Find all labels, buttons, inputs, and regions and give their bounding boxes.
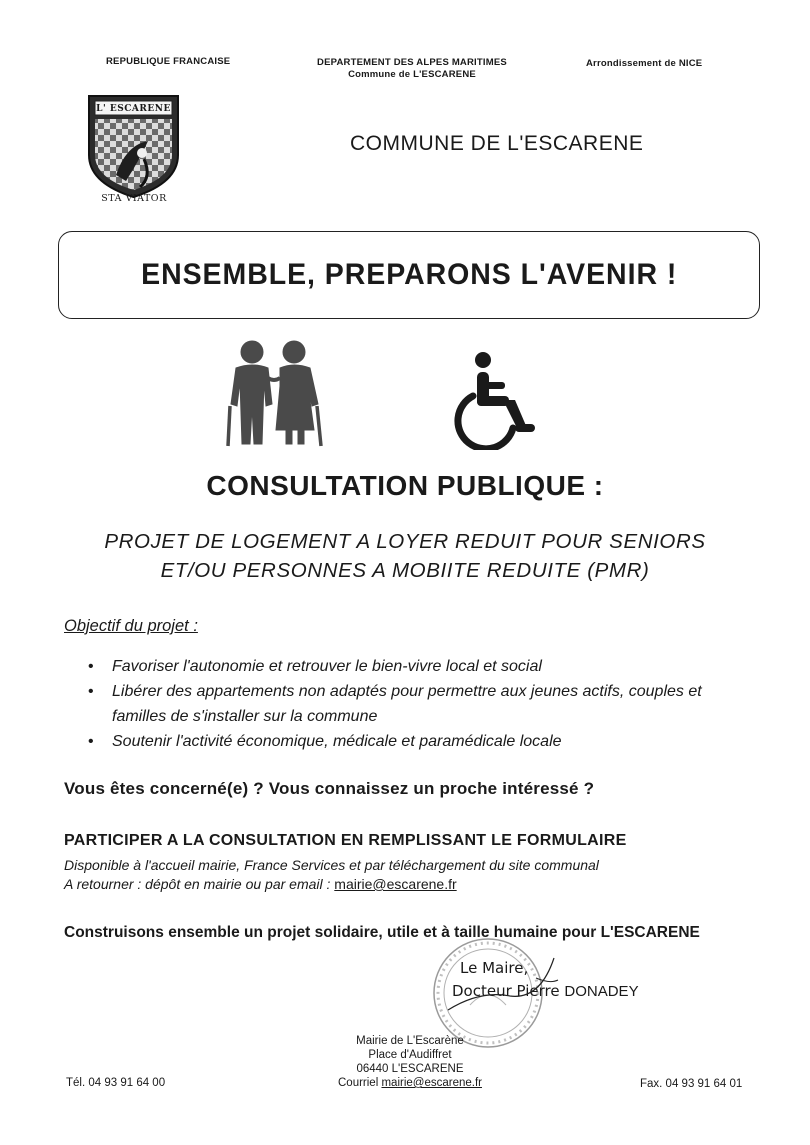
header-departement-line2: Commune de L'ESCARENE bbox=[348, 69, 476, 80]
participer-title: PARTICIPER A LA CONSULTATION EN REMPLISSANT LE FORMULAIRE bbox=[64, 832, 627, 849]
construisons-text: Construisons ensemble un projet solidaire, utile et à taille humaine pour L'ESCARENE bbox=[64, 924, 700, 941]
signature-scribble bbox=[440, 950, 560, 1020]
objectif-heading: Objectif du projet : bbox=[64, 617, 198, 635]
footer-fax: Fax. 04 93 91 64 01 bbox=[640, 1078, 743, 1090]
address-line3: 06440 L'ESCARENE bbox=[356, 1063, 464, 1075]
town-crest bbox=[86, 93, 182, 209]
participer-line2 bbox=[64, 875, 599, 894]
list-item: • Soutenir l'activité économique, médicale et paramédicale locale bbox=[88, 729, 748, 754]
project-title bbox=[0, 527, 810, 585]
signature-name: Docteur Pierre bbox=[452, 982, 560, 1000]
list-item: • Favoriser l'autonomie et retrouver le bien-vivre local et social bbox=[88, 654, 748, 679]
header-republique: REPUBLIQUE FRANCAISE bbox=[106, 56, 231, 67]
objectif-list bbox=[88, 654, 748, 754]
courriel-email-link[interactable]: mairie@escarene.fr bbox=[381, 1077, 482, 1089]
question-text: Vous êtes concerné(e) ? Vous connaissez un proche intéressé ? bbox=[64, 779, 595, 798]
participer-line1: Disponible à l'accueil mairie, France Services et par téléchargement du site communal bbox=[64, 857, 599, 873]
project-line1: PROJET DE LOGEMENT A LOYER REDUIT POUR SENIORS bbox=[104, 530, 706, 553]
participer-line2-prefix: A retourner : dépôt en mairie ou par email : bbox=[64, 876, 331, 892]
slogan-banner bbox=[58, 231, 760, 319]
signature-role: Le Maire, bbox=[460, 959, 529, 977]
footer-address bbox=[310, 1034, 510, 1090]
crest-motto: STA VIATOR bbox=[101, 193, 167, 204]
footer-tel: Tél. 04 93 91 64 00 bbox=[66, 1077, 166, 1089]
header-departement-line1: DEPARTEMENT DES ALPES MARITIMES bbox=[317, 57, 507, 68]
commune-title: COMMUNE DE L'ESCARENE bbox=[350, 132, 644, 155]
slogan-text: ENSEMBLE, PREPARONS L'AVENIR ! bbox=[140, 258, 678, 291]
consultation-title: CONSULTATION PUBLIQUE : bbox=[206, 470, 604, 501]
address-courriel bbox=[310, 1076, 510, 1090]
project-line2: ET/OU PERSONNES A MOBIITE REDUITE (PMR) bbox=[160, 559, 650, 582]
header-arrondissement: Arrondissement de NICE bbox=[586, 58, 703, 69]
wheelchair-icon bbox=[453, 350, 543, 450]
address-line2: Place d'Audiffret bbox=[368, 1049, 452, 1061]
participer-email-link[interactable]: mairie@escarene.fr bbox=[334, 876, 457, 892]
signature-surname: DONADEY bbox=[564, 983, 639, 1000]
courriel-label: Courriel bbox=[338, 1077, 379, 1089]
header-departement bbox=[282, 57, 542, 81]
address-line1: Mairie de L'Escarène bbox=[356, 1035, 464, 1047]
participer-info bbox=[64, 856, 599, 894]
elderly-couple-icon bbox=[218, 338, 330, 450]
crest-banner-text: L' ESCARENE bbox=[96, 104, 171, 114]
list-item: • Libérer des appartements non adaptés pour permettre aux jeunes actifs, couples et familles de s'installer sur la commune bbox=[88, 679, 748, 729]
